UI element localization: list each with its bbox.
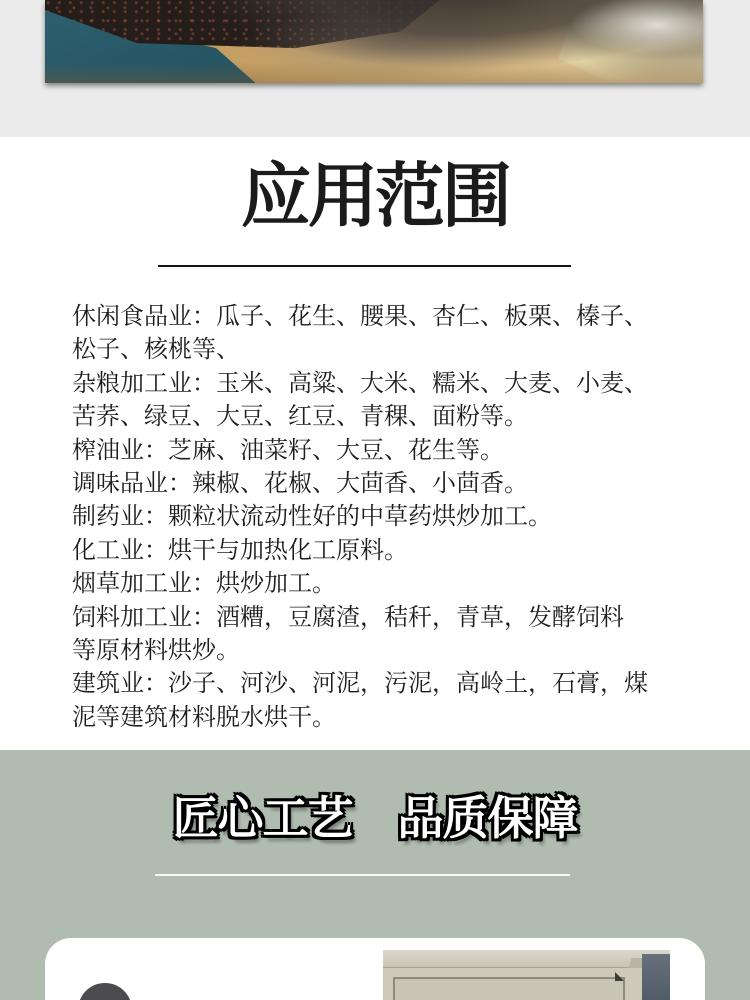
application-line: 饲料加工业：酒糟，豆腐渣，秸秆，青草，发酵饲料 xyxy=(72,603,624,631)
application-line: 制药业：颗粒状流动性好的中草药烘炒加工。 xyxy=(72,503,552,531)
section-title: 应用范围 xyxy=(241,157,509,235)
top-photo-strip xyxy=(0,0,750,137)
application-line: 杂粮加工业：玉米、高粱、大米、糯米、大麦、小麦、 xyxy=(72,369,648,397)
application-line: 调味品业：辣椒、花椒、大茴香、小茴香。 xyxy=(72,470,528,498)
machine-side-bar xyxy=(642,954,670,1000)
application-line: 休闲食品业：瓜子、花生、腰果、杏仁、板栗、榛子、 xyxy=(72,303,648,330)
application-line: 松子、核桃等、 xyxy=(72,336,240,364)
title-divider xyxy=(158,265,571,267)
machine-panel-recess xyxy=(393,977,625,1000)
banner-divider xyxy=(155,874,570,876)
application-line: 苦荞、绿豆、大豆、红豆、青稞、面粉等。 xyxy=(72,403,528,431)
application-line: 榨油业：芝麻、油菜籽、大豆、花生等。 xyxy=(72,436,504,464)
application-line: 化工业：烘干与加热化工原料。 xyxy=(72,536,408,564)
machine-latch-mark xyxy=(615,972,624,981)
machine-photo xyxy=(383,950,670,1000)
application-line: 烟草加工业：烘炒加工。 xyxy=(72,570,336,598)
dark-circle-graphic xyxy=(78,983,132,1000)
roasting-process-photo xyxy=(45,0,703,83)
banner-title: 匠心工艺 品质保障 xyxy=(172,792,578,844)
application-line: 泥等建筑材料脱水烘干。 xyxy=(72,703,336,731)
steam-haze xyxy=(45,0,703,83)
application-line: 建筑业：沙子、河沙、河泥，污泥，高岭土，石膏，煤 xyxy=(72,670,648,698)
machine-lid xyxy=(383,950,670,968)
next-image-card xyxy=(45,938,705,1000)
application-section xyxy=(0,137,750,750)
quality-banner-section xyxy=(0,750,750,1000)
application-text xyxy=(72,300,692,734)
application-line: 等原材料烘炒。 xyxy=(72,637,240,665)
